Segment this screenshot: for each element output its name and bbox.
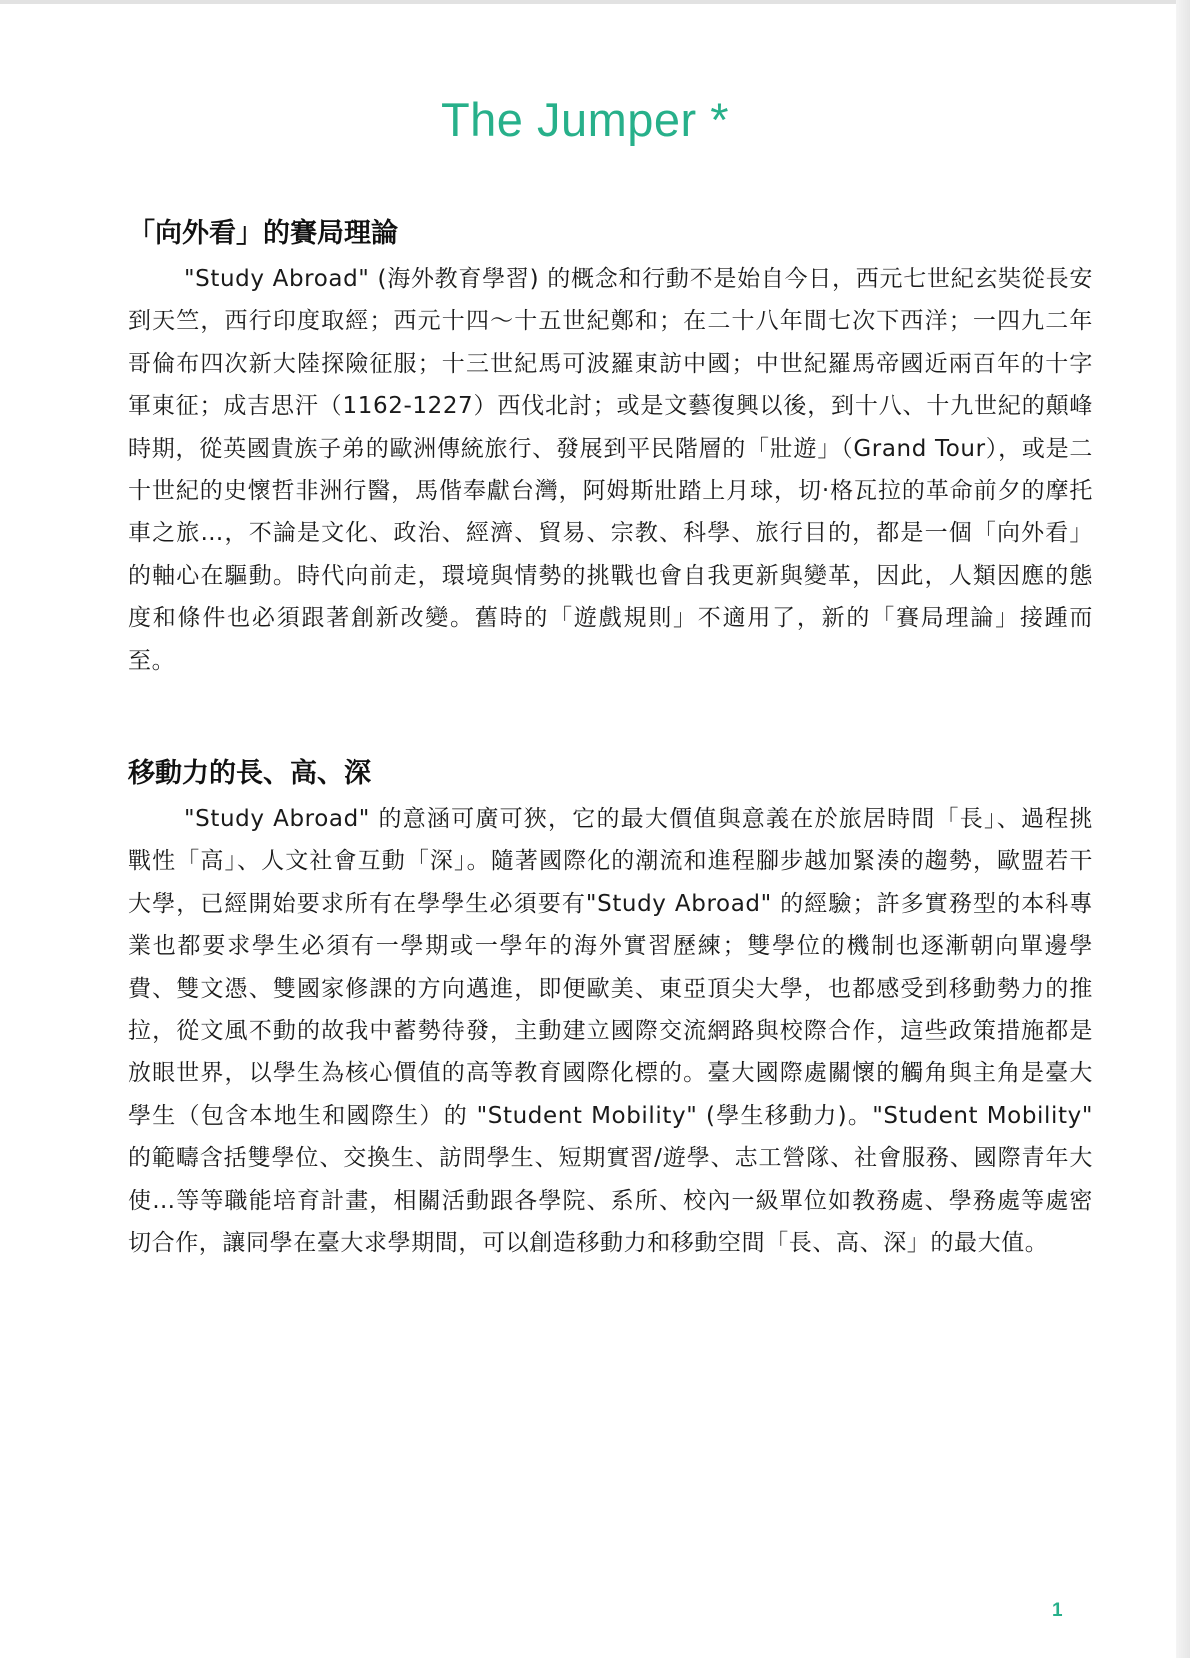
- page-top-edge: [0, 0, 1190, 4]
- page-number: 1: [1052, 1600, 1063, 1621]
- section-mobility-dimensions: [128, 756, 1093, 1264]
- section-heading: 移動力的長、高、深: [128, 758, 371, 789]
- page-right-edge: [1176, 0, 1190, 1658]
- section-body: "Study Abroad" 的意涵可廣可狹，它的最大價值與意義在於旅居時間「長」、過程挑戰性「高」、人文社會互動「深」。隨著國際化的潮流和進程腳步越加緊湊的趨勢，歐盟若干大學，已經開始要求所有在學學生必須要有"Study Abroad" 的經驗；許多實務型的本科專業也都要求學生必須有一學期或一學年的海外實習歷練；雙學位的機制也逐漸朝向單邊學費、雙文憑、雙國家修課的方向邁進，即便歐美、東亞頂尖大學，也都感受到移動勢力的推拉，從文風不動的故我中蓄勢待發，主動建立國際交流網路與校際合作，這些政策措施都是放眼世界，以學生為核心價值的高等教育國際化標的。臺大國際處關懷的觸角與主角是臺大學生（包含本地生和國際生）的 "Student Mobility" (學生移動力)。"Student Mobility" 的範疇含括雙學位、交換生、訪問學生、短期實習/遊學、志工營隊、社會服務、國際青年大使…等等職能培育計畫，相關活動跟各學院、系所、校內一級單位如教務處、學務處等處密切合作，讓同學在臺大求學期間，可以創造移動力和移動空間「長、高、深」的最大值。: [128, 806, 1093, 1257]
- section-body: "Study Abroad" (海外教育學習) 的概念和行動不是始自今日，西元七世紀玄奘從長安到天竺，西行印度取經；西元十四～十五世紀鄭和；在二十八年間七次下西洋；一四九二年哥倫布四次新大陸探險征服；十三世紀馬可波羅東訪中國；中世紀羅馬帝國近兩百年的十字軍東征；成吉思汗（1162-1227）西伐北討；或是文藝復興以後，到十八、十九世紀的顛峰時期，從英國貴族子弟的歐洲傳統旅行、發展到平民階層的「壯遊」（Grand Tour），或是二十世紀的史懷哲非洲行醫，馬偕奉獻台灣，阿姆斯壯踏上月球，切‧格瓦拉的革命前夕的摩托車之旅…，不論是文化、政治、經濟、貿易、宗教、科學、旅行目的，都是一個「向外看」的軸心在驅動。時代向前走，環境與情勢的挑戰也會自我更新與變革，因此，人類因應的態度和條件也必須跟著創新改變。舊時的「遊戲規則」不適用了，新的「賽局理論」接踵而至。: [128, 266, 1093, 674]
- page-title: The Jumper *: [440, 93, 730, 146]
- section-heading: 「向外看」的賽局理論: [128, 218, 398, 249]
- section-outward-game-theory: [128, 216, 1093, 682]
